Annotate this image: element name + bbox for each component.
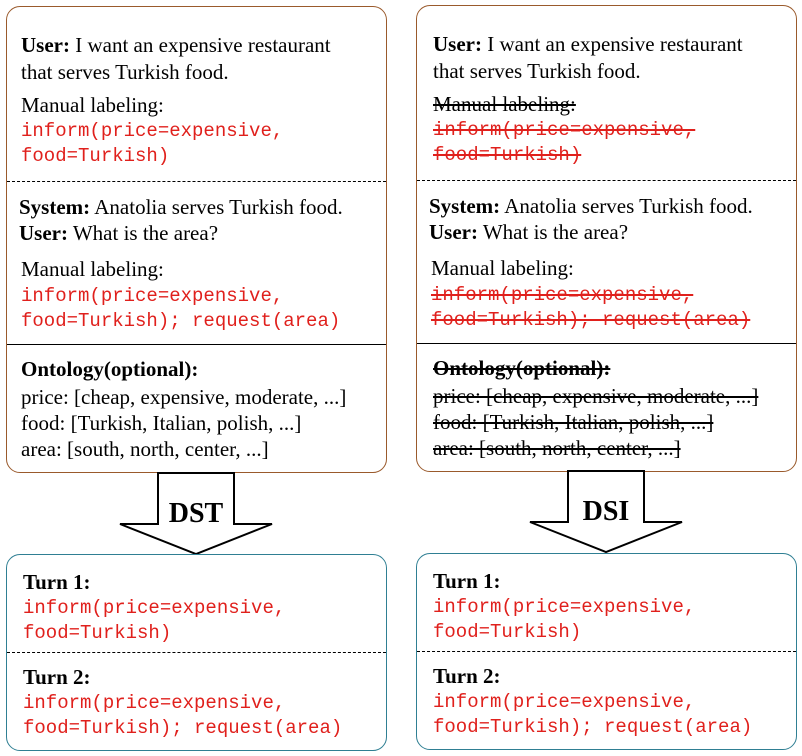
dsi-turn2-code-line2: food=Turkish); request(area) <box>431 309 751 331</box>
dst-turn2-code-line1: inform(price=expensive, <box>21 285 284 307</box>
dashed-divider <box>7 652 386 653</box>
dst-arrow-label: DST <box>168 498 224 529</box>
dsi-output-turn2-code2: food=Turkish); request(area) <box>433 716 753 738</box>
dst-output-turn1-code2: food=Turkish) <box>23 622 172 644</box>
dst-ontology-price: price: [cheap, expensive, moderate, ...] <box>21 385 347 409</box>
turn-label: Turn 2: <box>23 665 91 689</box>
dst-ontology-food: food: [Turkish, Italian, polish, ...] <box>21 411 302 435</box>
user-utterance: I want an expensive restaurant <box>75 33 331 57</box>
dsi-output-box <box>416 553 797 750</box>
dst-ontology-area: area: [south, north, center, ...] <box>21 437 269 461</box>
dst-turn2-code-line2: food=Turkish); request(area) <box>21 310 341 332</box>
dst-input-box <box>6 6 387 473</box>
dashed-divider <box>417 651 796 652</box>
user-label: User: <box>19 221 68 245</box>
dsi-output-turn2-code1: inform(price=expensive, <box>433 691 696 713</box>
dsi-ontology-price: price: [cheap, expensive, moderate, ...] <box>433 384 759 408</box>
dsi-turn2-user <box>429 220 628 244</box>
dst-output-box <box>6 554 387 751</box>
dst-turn1-code-line2: food=Turkish) <box>21 145 170 167</box>
system-utterance: Anatolia serves Turkish food. <box>504 194 753 218</box>
dst-turn1-user <box>21 33 331 57</box>
dsi-turn2-code-line1: inform(price=expensive, <box>431 284 694 306</box>
dst-output-turn1-label <box>23 570 91 594</box>
dsi-input-box <box>416 5 797 472</box>
dst-ontology-title <box>21 357 198 381</box>
dsi-output-turn2-label <box>433 664 501 688</box>
ontology-title: Ontology(optional): <box>433 356 611 380</box>
dst-turn1-manual-label: Manual labeling: <box>21 93 164 117</box>
dsi-turn1-user <box>433 32 743 56</box>
user-label: User: <box>21 33 70 57</box>
dsi-turn2-system <box>429 194 753 218</box>
dsi-arrow <box>527 470 687 556</box>
dashed-divider <box>417 180 796 181</box>
dst-output-turn2-label <box>23 665 91 689</box>
dst-turn2-system <box>19 195 343 219</box>
dst-turn1-code-line1: inform(price=expensive, <box>21 120 284 142</box>
turn-label: Turn 2: <box>433 664 501 688</box>
dsi-ontology-title <box>433 356 610 380</box>
ontology-title: Ontology(optional): <box>21 357 199 381</box>
dsi-output-turn1-code1: inform(price=expensive, <box>433 596 696 618</box>
user-label: User: <box>429 220 478 244</box>
turn-label: Turn 1: <box>23 570 91 594</box>
dashed-divider <box>7 181 386 182</box>
dst-output-turn2-code1: inform(price=expensive, <box>23 692 286 714</box>
dsi-ontology-food: food: [Turkish, Italian, polish, ...] <box>433 410 714 434</box>
solid-divider <box>417 343 796 344</box>
user-label: User: <box>433 32 482 56</box>
dsi-output-turn1-code2: food=Turkish) <box>433 621 582 643</box>
dst-turn2-user <box>19 221 218 245</box>
system-utterance: Anatolia serves Turkish food. <box>94 195 343 219</box>
dsi-turn1-code-line2: food=Turkish) <box>433 144 582 166</box>
user-utterance: I want an expensive restaurant <box>487 32 743 56</box>
user-utterance: What is the area? <box>482 220 629 244</box>
dsi-turn1-code-line1: inform(price=expensive, <box>433 119 696 141</box>
dst-turn1-user-cont: that serves Turkish food. <box>21 60 229 84</box>
dsi-turn1-user-cont: that serves Turkish food. <box>433 59 641 83</box>
dsi-turn2-manual-label: Manual labeling: <box>431 256 574 280</box>
dsi-turn1-manual-label: Manual labeling: <box>433 92 576 116</box>
dst-output-turn2-code2: food=Turkish); request(area) <box>23 717 343 739</box>
system-label: System: <box>19 195 91 219</box>
dst-turn2-manual-label: Manual labeling: <box>21 257 164 281</box>
dsi-output-turn1-label <box>433 569 501 593</box>
dsi-ontology-area: area: [south, north, center, ...] <box>433 436 681 460</box>
dsi-arrow-label: DSI <box>582 496 630 527</box>
turn-label: Turn 1: <box>433 569 501 593</box>
dst-arrow <box>117 472 277 558</box>
system-label: System: <box>429 194 501 218</box>
user-utterance: What is the area? <box>72 221 219 245</box>
dst-output-turn1-code1: inform(price=expensive, <box>23 597 286 619</box>
solid-divider <box>7 344 386 345</box>
